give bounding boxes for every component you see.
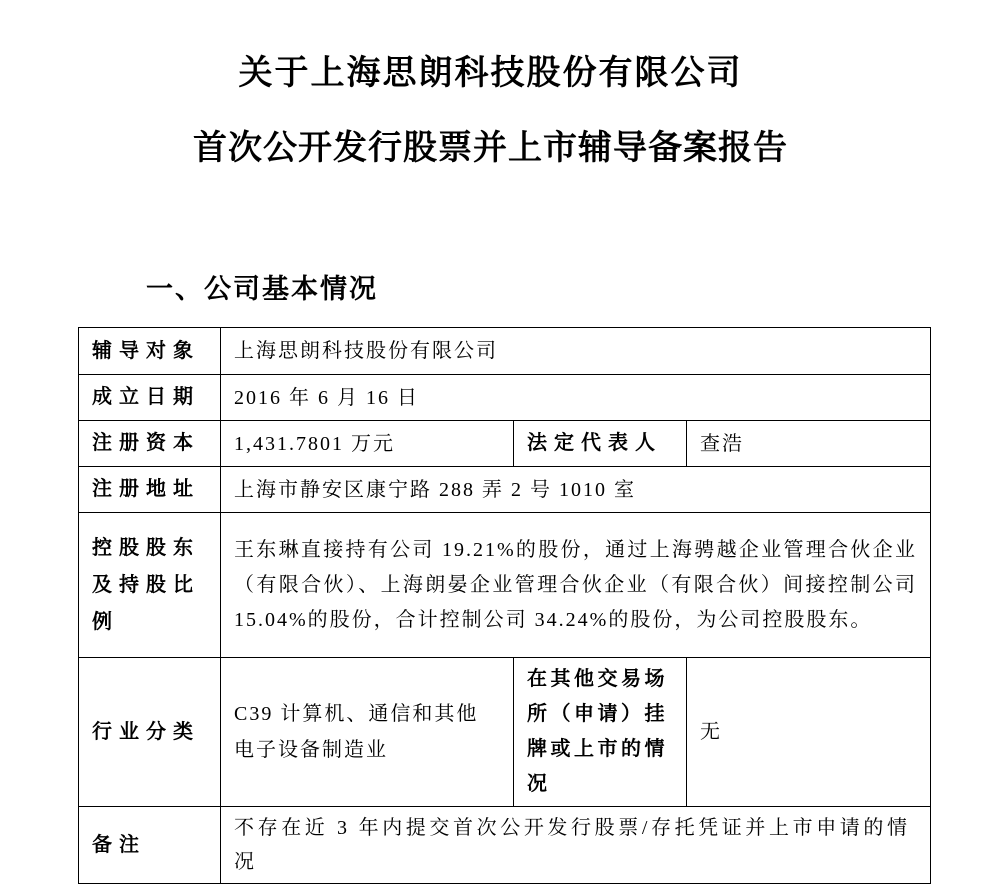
section-heading-company-basic-info: 一、公司基本情况: [146, 274, 378, 304]
company-info-table: [78, 327, 931, 884]
value-registered-capital: 1,431.7801 万元: [221, 421, 514, 467]
value-remarks: 不存在近 3 年内提交首次公开发行股票/存托凭证并上市申请的情况: [221, 807, 931, 884]
label-industry-classification: 行业分类: [79, 658, 221, 807]
table-row-registered-capital: [79, 421, 931, 467]
label-coaching-target: 辅导对象: [79, 328, 221, 375]
value-legal-representative: 查浩: [687, 421, 931, 467]
table-row-establish-date: [79, 375, 931, 421]
document-title-line-1: 关于上海思朗科技股份有限公司: [238, 54, 743, 92]
value-establish-date: 2016 年 6 月 16 日: [221, 375, 931, 421]
value-controlling-shareholder: 王东琳直接持有公司 19.21%的股份，通过上海骋越企业管理合伙企业（有限合伙）、上海朗晏企业管理合伙企业（有限合伙）间接控制公司 15.04%的股份，合计控制公司 34.24%的股份，为公司控股股东。: [221, 513, 931, 658]
table-row-industry-classification: [79, 658, 931, 807]
label-other-listing: 在其他交易场所（申请）挂牌或上市的情况: [514, 658, 687, 807]
table-row-controlling-shareholder: [79, 513, 931, 658]
label-controlling-shareholder: 控股股东及持股比例: [79, 513, 221, 658]
label-establish-date: 成立日期: [79, 375, 221, 421]
value-other-listing: 无: [687, 658, 931, 807]
value-industry-classification: C39 计算机、通信和其他电子设备制造业: [221, 658, 514, 807]
table-row-registered-address: [79, 467, 931, 513]
label-legal-representative: 法定代表人: [514, 421, 687, 467]
label-registered-address: 注册地址: [79, 467, 221, 513]
table-row-remarks: [79, 807, 931, 884]
document-title-line-2: 首次公开发行股票并上市辅导备案报告: [193, 129, 788, 167]
table-row-coaching-target: [79, 328, 931, 375]
label-remarks: 备注: [79, 807, 221, 884]
label-registered-capital: 注册资本: [79, 421, 221, 467]
value-coaching-target: 上海思朗科技股份有限公司: [221, 328, 931, 375]
value-registered-address: 上海市静安区康宁路 288 弄 2 号 1010 室: [221, 467, 931, 513]
